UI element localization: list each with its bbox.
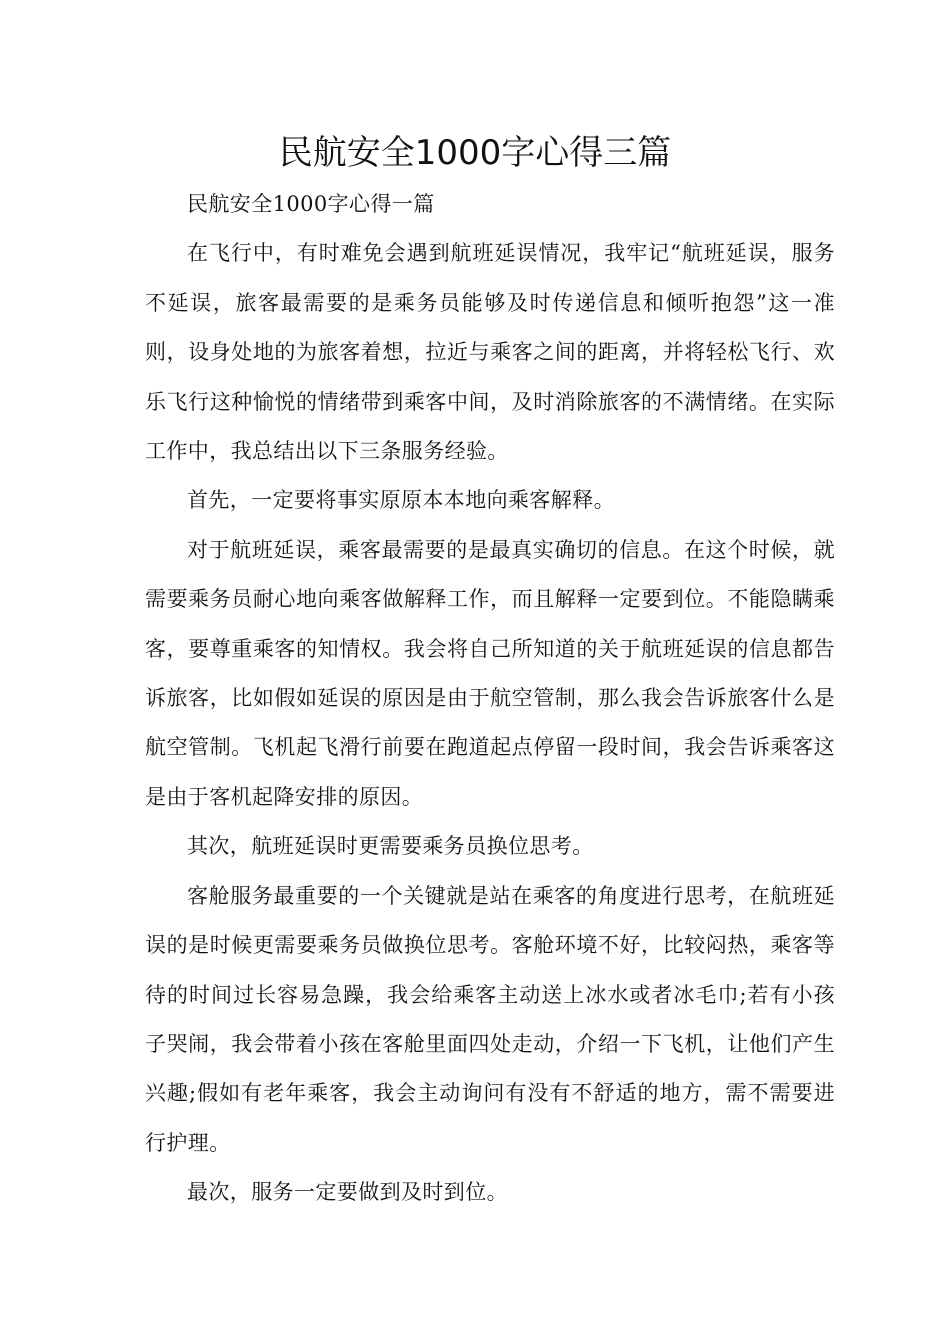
paragraph-subtitle: 民航安全1000字心得一篇 <box>187 192 435 216</box>
document-body <box>145 180 835 1218</box>
paragraph: 在飞行中，有时难免会遇到航班延误情况，我牢记“航班延误，服务不延误，旅客最需要的是乘务员能够及时传递信息和倾听抱怨”这一准则，设身处地的为旅客着想，拉近与乘客之间的距离，并将轻松飞行、欢乐飞行这种愉悦的情绪带到乘客中间，及时消除旅客的不满情绪。在实际工作中，我总结出以下三条服务经验。 <box>145 241 835 464</box>
document-title: 民航安全1000字心得三篇 <box>278 133 672 173</box>
paragraph-heading: 首先，一定要将事实原原本本地向乘客解释。 <box>187 488 615 513</box>
paragraph: 客舱服务最重要的一个关键就是站在乘客的角度进行思考，在航班延误的是时候更需要乘务员做换位思考。客舱环境不好，比较闷热，乘客等待的时间过长容易急躁，我会给乘客主动送上冰水或者冰毛巾;若有小孩子哭闹，我会带着小孩在客舱里面四处走动，介绍一下飞机，让他们产生兴趣;假如有老年乘客，我会主动询问有没有不舒适的地方，需不需要进行护理。 <box>145 883 835 1155</box>
paragraph-heading: 其次，航班延误时更需要乘务员换位思考。 <box>187 834 594 859</box>
paragraph: 对于航班延误，乘客最需要的是最真实确切的信息。在这个时候，就需要乘务员耐心地向乘客做解释工作，而且解释一定要到位。不能隐瞒乘客，要尊重乘客的知情权。我会将自己所知道的关于航班延误的信息都告诉旅客，比如假如延误的原因是由于航空管制，那么我会告诉旅客什么是航空管制。飞机起飞滑行前要在跑道起点停留一段时间，我会告诉乘客这是由于客机起降安排的原因。 <box>145 537 835 809</box>
paragraph-heading: 最次，服务一定要做到及时到位。 <box>187 1180 508 1205</box>
